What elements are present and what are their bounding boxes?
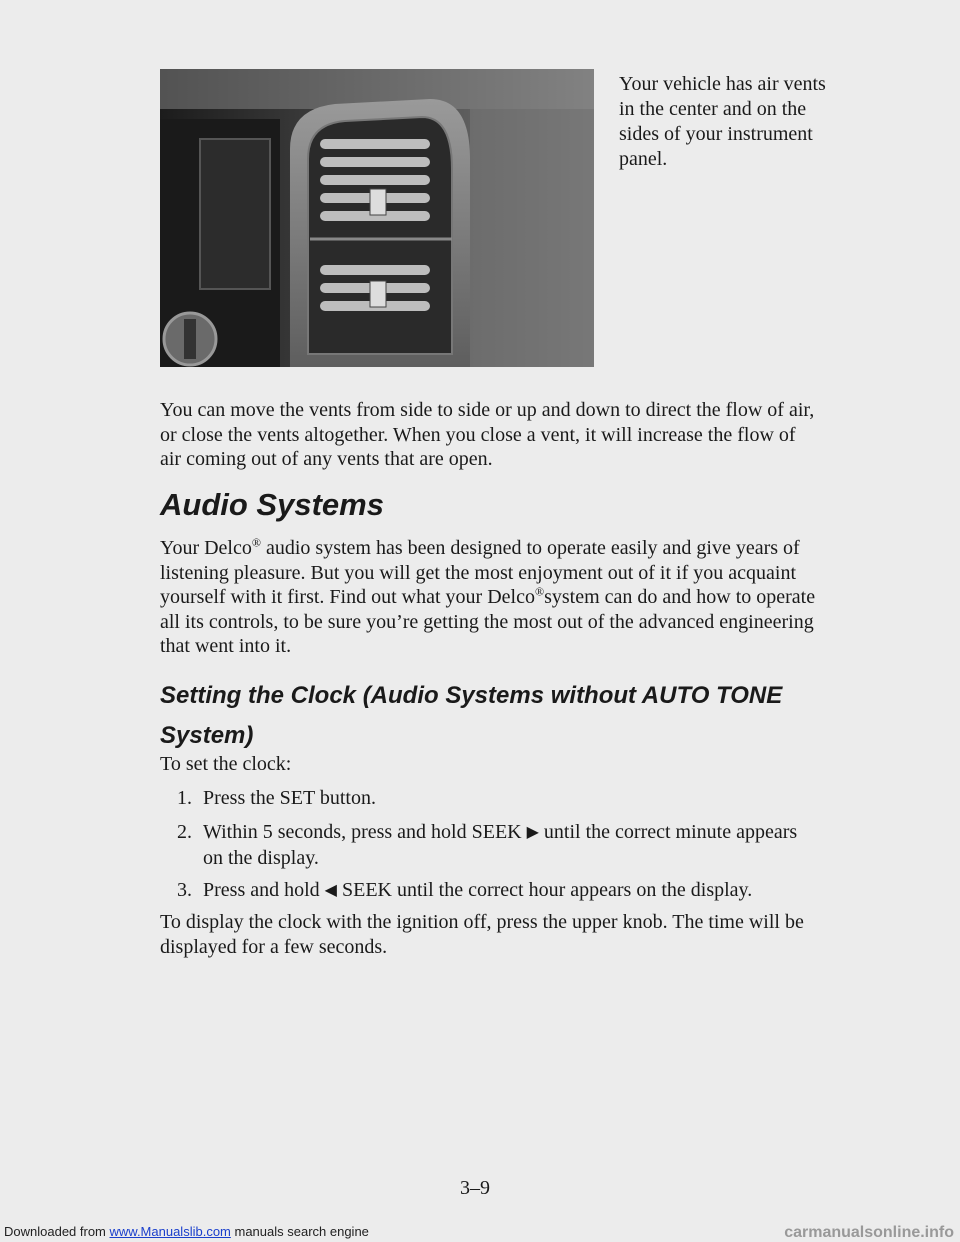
vents-intro-text: Your vehicle has air vents in the center and on the sides of your instrument panel. xyxy=(619,73,826,170)
clock-heading: Setting the Clock (Audio Systems without AUTO TONE System) xyxy=(160,682,783,749)
clock-intro: To set the clock: xyxy=(160,753,292,775)
vents-paragraph: You can move the vents from side to side or up and down to direct the flow of air, or close the vents altogether. When you close a vent, it will increase the flow of air coming out of any vents that are open. xyxy=(160,399,815,470)
manualslib-link[interactable]: www.Manualslib.com xyxy=(109,1224,231,1239)
seek-right-arrow-icon: ▶ xyxy=(526,824,539,841)
page-number: 3–9 xyxy=(460,1177,490,1199)
audio-paragraph: Your Delco® audio system has been designed to operate easily and give years of listening pleasure. But you will get the most enjoyment out of it if you acquaint yourself with it first. Find out what your Delco®system can do and how to operate all its controls, to be sure you’re getting the most out of the advanced engineering that went into it. xyxy=(160,535,816,657)
audio-systems-heading: Audio Systems xyxy=(160,487,384,522)
footer xyxy=(0,1224,960,1242)
download-note: Downloaded from www.Manualslib.com manuals search engine xyxy=(4,1224,369,1239)
seek-left-arrow-icon: ◀ xyxy=(324,882,337,899)
air-vent-photo xyxy=(160,69,594,367)
manual-page: Your vehicle has air vents in the center and on the sides of your instrument panel. You can move the vents from side to side or up and down to direct the flow of air, or close the vents altogether. When you close a vent, it will increase the flow of air coming out of any vents that are open. Audio Systems Your Delco® audio system has been designed to operate easily and give years of listening pleasure. But you will get the most enjoyment out of it if you acquaint yourself with it first. Find out what your Delco®system can do and how to operate all its controls, to be sure you’re getting the most out of the advanced engineering that went into it. Setting the Clock (Audio Systems without AUTO TONE System) To set the clock: 1. Press the SET button. 2. Within 5 seconds, press and hold SEEK ▶ until the correct minute appears on the display. 3. Press and hold ◀ SEEK until the correct hour appears on the display. To display the clock with the ignition off, press the upper knob. The time will be displayed for a few seconds. 3–9 Downloaded from www.Manualslib.com manuals search engine carmanualsonline.info xyxy=(0,0,960,1242)
watermark: carmanualsonline.info xyxy=(784,1224,954,1241)
clock-closing-paragraph: To display the clock with the ignition off, press the upper knob. The time will be displayed for a few seconds. xyxy=(160,911,804,958)
